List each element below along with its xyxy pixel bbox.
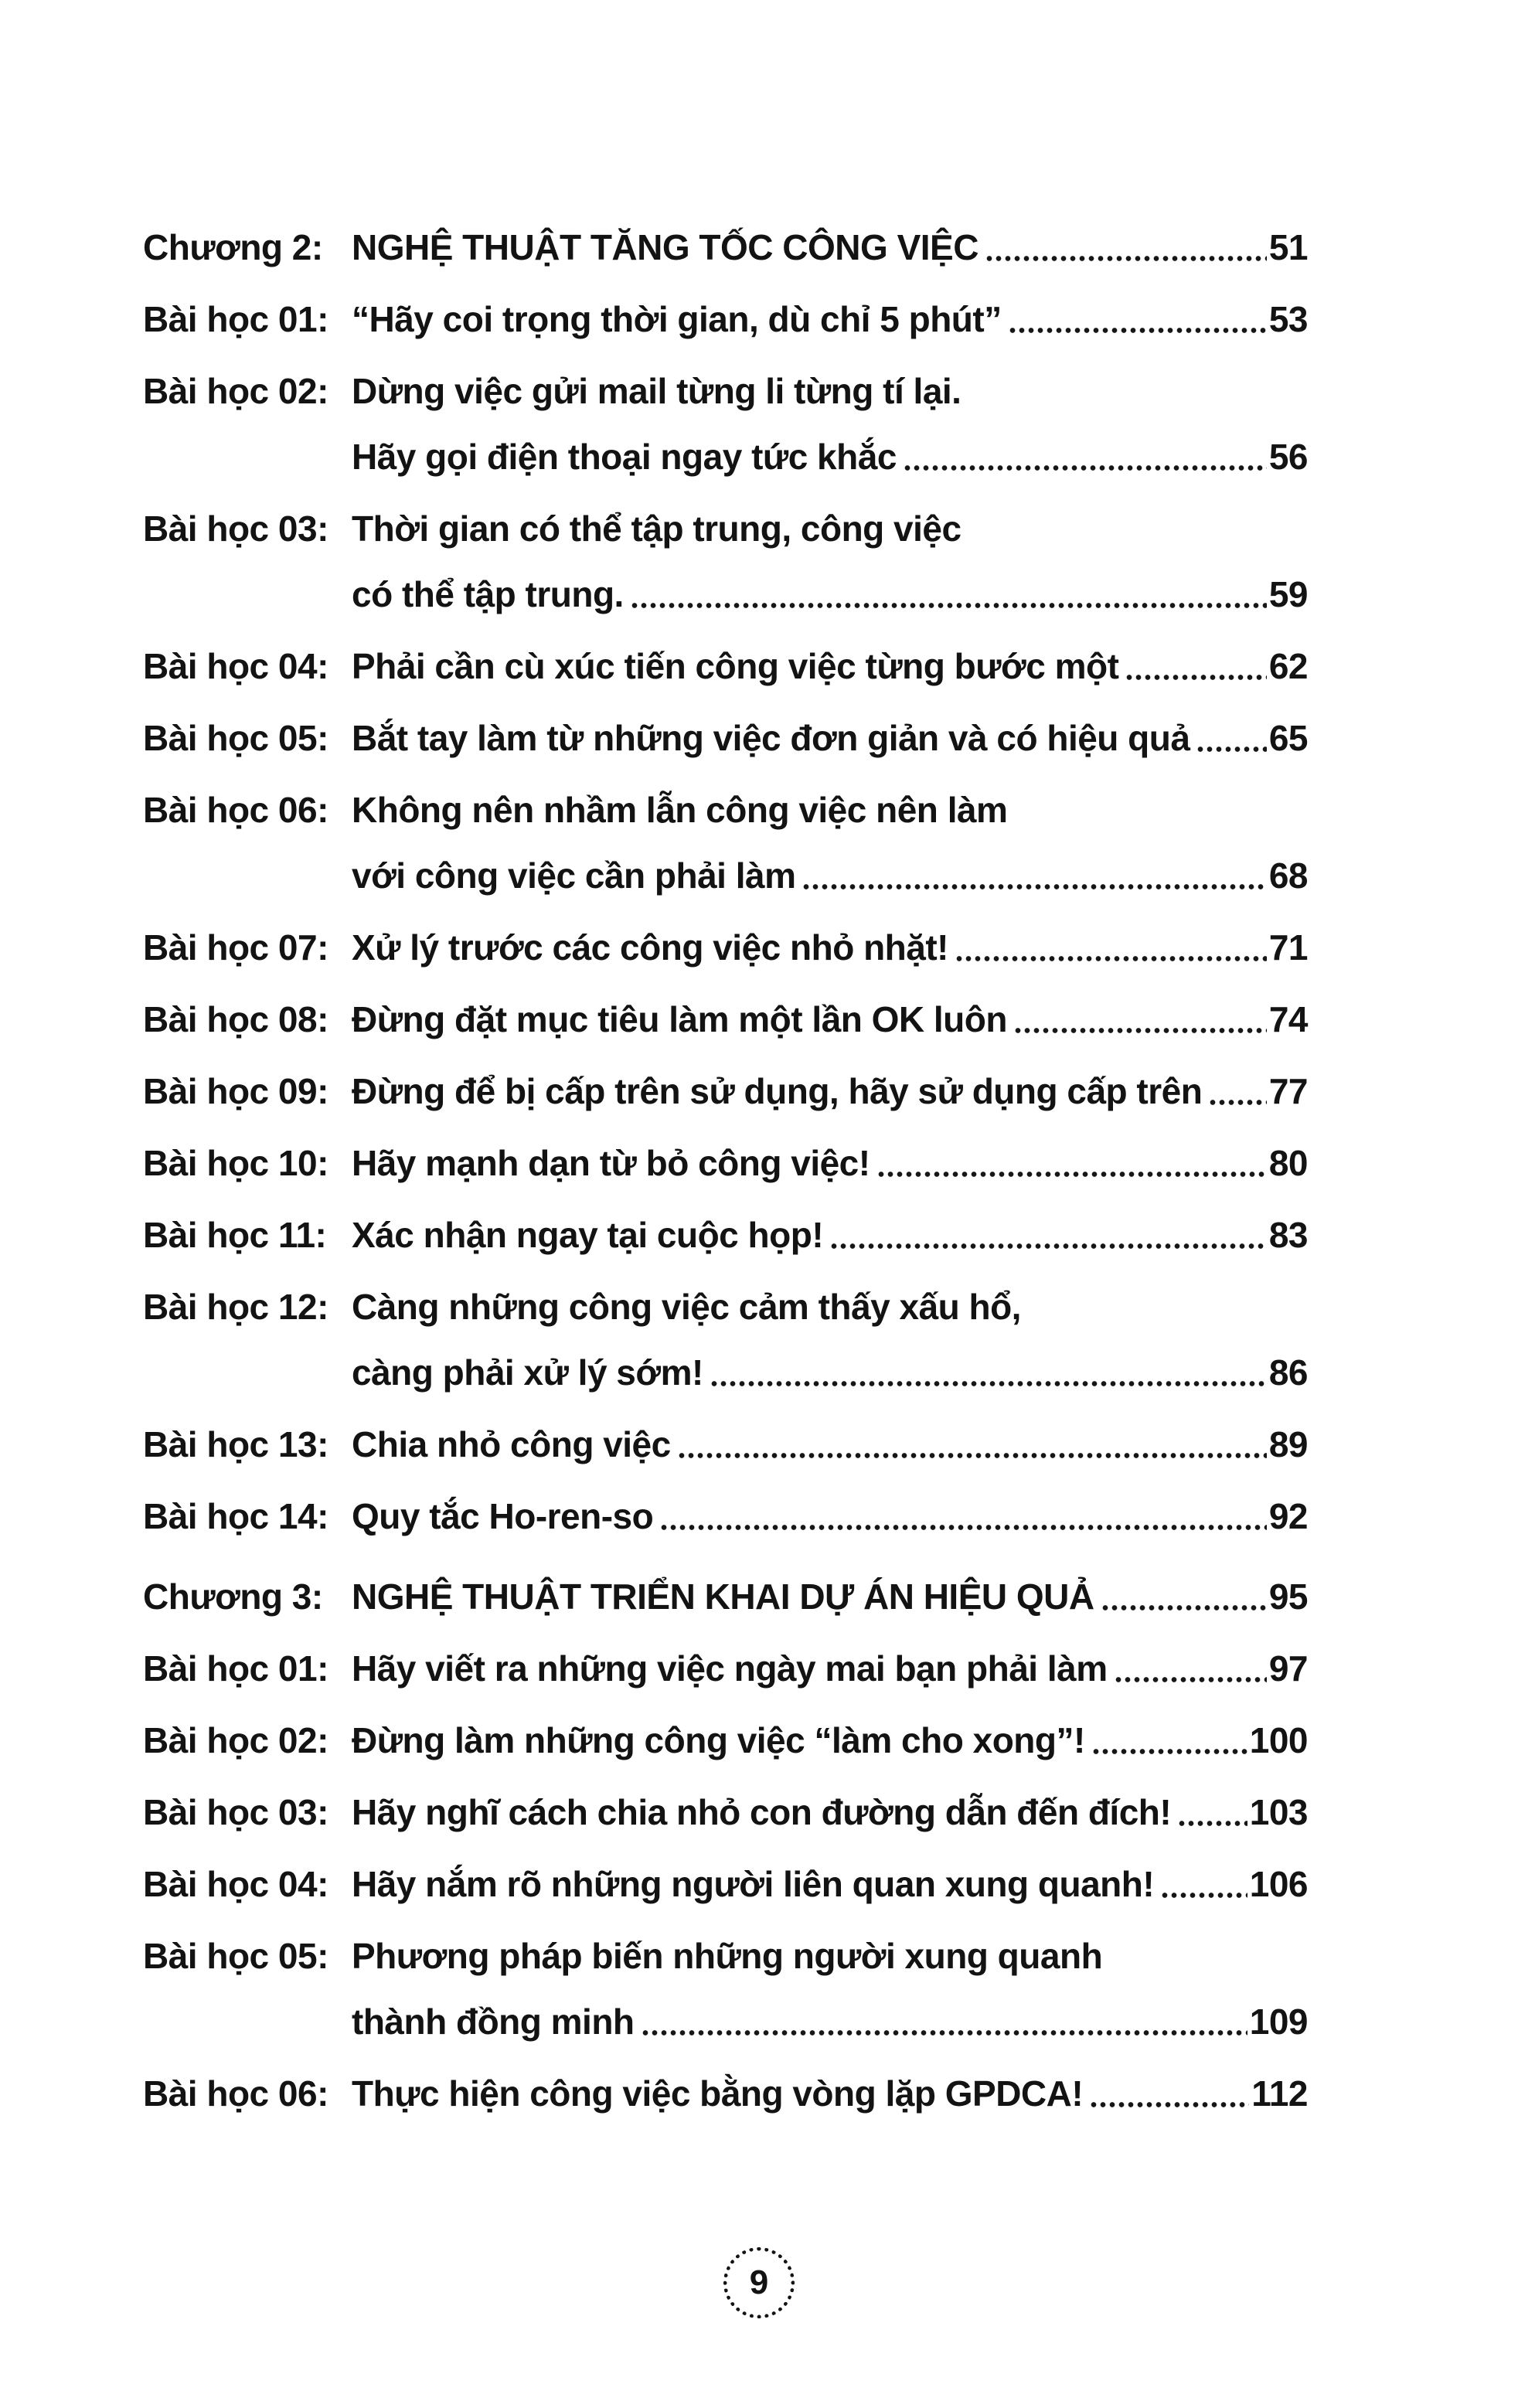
toc-entry-page: 77	[1268, 1071, 1308, 1111]
toc-entry	[143, 1215, 1308, 1255]
toc-entry	[143, 999, 1308, 1039]
toc-entry	[143, 1143, 1308, 1183]
dot-leader	[802, 884, 1266, 889]
toc-entry-continuation	[143, 855, 1308, 896]
dot-leader	[1089, 2102, 1249, 2107]
toc-entry	[143, 1287, 1308, 1327]
toc-entry-label: Bài học 10:	[143, 1143, 328, 1183]
toc-entry-title: Phương pháp biến những người xung quanh	[352, 1936, 1103, 1976]
toc-entry-page: 74	[1268, 999, 1308, 1039]
toc-entry-label: Bài học 01:	[143, 299, 328, 339]
toc-entry-label: Bài học 05:	[143, 1936, 328, 1976]
toc-entry-title-line2: càng phải xử lý sớm!	[352, 1352, 703, 1393]
dot-leader	[985, 256, 1267, 261]
toc-entry-page: 100	[1249, 1720, 1308, 1760]
toc-entry-title: Thời gian có thể tập trung, công việc	[352, 508, 962, 549]
toc-entry-title: Bắt tay làm từ những việc đơn giản và có hiệu quả	[352, 718, 1190, 758]
toc-list	[143, 227, 1308, 2145]
toc-entry-label: Bài học 12:	[143, 1287, 328, 1327]
toc-entry	[143, 1864, 1308, 1904]
toc-entry	[143, 646, 1308, 686]
toc-entry-page: 80	[1268, 1143, 1308, 1183]
toc-entry	[143, 508, 1308, 549]
toc-entry	[143, 718, 1308, 758]
toc-entry-page: 62	[1268, 646, 1308, 686]
toc-entry	[143, 1576, 1308, 1617]
dot-leader	[903, 465, 1267, 471]
toc-entry	[143, 927, 1308, 968]
toc-entry-label: Bài học 02:	[143, 371, 328, 411]
toc-entry-title: Thực hiện công việc bằng vòng lặp GPDCA!	[352, 2073, 1084, 2114]
toc-entry-label: Bài học 13:	[143, 1424, 328, 1464]
toc-entry-page: 56	[1268, 437, 1308, 477]
toc-entry-title: NGHỆ THUẬT TĂNG TỐC CÔNG VIỆC	[352, 227, 979, 267]
toc-entry	[143, 1648, 1308, 1689]
toc-entry-title: Quy tắc Ho-ren-so	[352, 1496, 654, 1536]
toc-entry-label: Bài học 09:	[143, 1071, 328, 1111]
toc-entry-page: 51	[1268, 227, 1308, 267]
dot-leader	[677, 1453, 1267, 1458]
toc-entry-page: 92	[1268, 1496, 1308, 1536]
toc-entry-label: Bài học 03:	[143, 508, 328, 549]
toc-entry	[143, 2073, 1308, 2114]
toc-entry-page: 83	[1268, 1215, 1308, 1255]
toc-entry	[143, 1936, 1308, 1976]
toc-entry-label: Bài học 06:	[143, 2073, 328, 2114]
toc-entry-title: Càng những công việc cảm thấy xấu hổ,	[352, 1287, 1021, 1327]
dot-leader	[1125, 675, 1266, 680]
toc-entry-title-line2: với công việc cần phải làm	[352, 855, 796, 896]
dot-leader	[829, 1243, 1267, 1249]
dot-leader	[710, 1381, 1267, 1386]
toc-entry	[143, 1792, 1308, 1832]
toc-entry-label: Bài học 11:	[143, 1215, 327, 1255]
toc-entry	[143, 1424, 1308, 1464]
toc-entry-title-line2: thành đồng minh	[352, 2002, 635, 2042]
toc-entry-title: NGHỆ THUẬT TRIỂN KHAI DỰ ÁN HIỆU QUẢ	[352, 1576, 1094, 1617]
toc-entry-label: Bài học 07:	[143, 927, 328, 968]
toc-entry-title: Chia nhỏ công việc	[352, 1424, 671, 1464]
toc-entry-title: Hãy mạnh dạn từ bỏ công việc!	[352, 1143, 870, 1183]
toc-entry-title: Đừng làm những công việc “làm cho xong”!	[352, 1720, 1085, 1760]
toc-entry-title: Đừng để bị cấp trên sử dụng, hãy sử dụng cấp trên	[352, 1071, 1203, 1111]
dot-leader	[1013, 1028, 1267, 1033]
toc-entry-page: 112	[1251, 2073, 1308, 2114]
toc-entry	[143, 790, 1308, 830]
dot-leader	[1177, 1821, 1247, 1826]
toc-entry-title: Xác nhận ngay tại cuộc họp!	[352, 1215, 824, 1255]
dot-leader	[1160, 1893, 1247, 1898]
page-footer	[0, 2247, 1518, 2318]
toc-entry-page: 106	[1249, 1864, 1308, 1904]
toc-entry-continuation	[143, 2002, 1308, 2042]
dot-leader	[955, 956, 1267, 961]
toc-entry-page: 68	[1268, 855, 1308, 896]
toc-entry-label: Bài học 08:	[143, 999, 328, 1039]
toc-entry-label: Bài học 04:	[143, 646, 328, 686]
toc-entry	[143, 371, 1308, 411]
toc-entry-page: 71	[1268, 927, 1308, 968]
dot-leader	[641, 2030, 1247, 2036]
toc-entry-page: 95	[1268, 1576, 1308, 1617]
toc-entry-continuation	[143, 437, 1308, 477]
page-number: 9	[749, 2263, 769, 2301]
page-number-badge	[723, 2247, 795, 2318]
toc-entry-title: Đừng đặt mục tiêu làm một lần OK luôn	[352, 999, 1007, 1039]
toc-entry-title: Hãy nghĩ cách chia nhỏ con đường dẫn đến đích!	[352, 1792, 1172, 1832]
toc-entry	[143, 227, 1308, 267]
dot-leader	[1208, 1100, 1267, 1105]
dot-leader	[659, 1525, 1267, 1530]
toc-entry-page: 86	[1268, 1352, 1308, 1393]
toc-entry-label: Bài học 04:	[143, 1864, 328, 1904]
toc-entry-label: Bài học 03:	[143, 1792, 328, 1832]
dot-leader	[1114, 1677, 1267, 1682]
toc-entry-title-line2: Hãy gọi điện thoại ngay tức khắc	[352, 437, 897, 477]
toc-entry-continuation	[143, 1352, 1308, 1393]
toc-entry-title: Hãy viết ra những việc ngày mai bạn phải làm	[352, 1648, 1108, 1689]
toc-entry-title: Hãy nắm rõ những người liên quan xung quanh!	[352, 1864, 1155, 1904]
toc-entry-label: Bài học 01:	[143, 1648, 328, 1689]
toc-entry	[143, 299, 1308, 339]
toc-entry-title-line2: có thể tập trung.	[352, 574, 624, 614]
toc-entry-page: 59	[1268, 574, 1308, 614]
toc-entry-label: Bài học 14:	[143, 1496, 328, 1536]
toc-entry-label: Bài học 06:	[143, 790, 328, 830]
toc-entry-label: Bài học 05:	[143, 718, 328, 758]
toc-entry-page: 65	[1268, 718, 1308, 758]
dot-leader	[876, 1172, 1267, 1177]
toc-entry-page: 103	[1249, 1792, 1308, 1832]
toc-entry-page: 97	[1268, 1648, 1308, 1689]
toc-entry-title: Dừng việc gửi mail từng li từng tí lại.	[352, 371, 962, 411]
toc-entry-label: Chương 2:	[143, 227, 323, 267]
toc-entry-title: “Hãy coi trọng thời gian, dù chỉ 5 phút”	[352, 299, 1002, 339]
toc-entry-label: Bài học 02:	[143, 1720, 328, 1760]
dot-leader	[1091, 1749, 1247, 1754]
toc-entry	[143, 1496, 1308, 1536]
toc-entry-page: 109	[1249, 2002, 1308, 2042]
toc-entry-title: Không nên nhầm lẫn công việc nên làm	[352, 790, 1008, 830]
dot-leader	[630, 603, 1267, 608]
toc-entry-page: 89	[1268, 1424, 1308, 1464]
dot-leader	[1101, 1605, 1267, 1610]
toc-entry-title: Xử lý trước các công việc nhỏ nhặt!	[352, 927, 949, 968]
toc-entry-title: Phải cần cù xúc tiến công việc từng bước một	[352, 646, 1119, 686]
dot-leader	[1196, 747, 1266, 752]
toc-entry	[143, 1720, 1308, 1760]
toc-entry-label: Chương 3:	[143, 1576, 323, 1617]
toc-entry-page: 53	[1268, 299, 1308, 339]
toc-entry	[143, 1071, 1308, 1111]
dot-leader	[1008, 328, 1267, 333]
toc-entry-continuation	[143, 574, 1308, 614]
